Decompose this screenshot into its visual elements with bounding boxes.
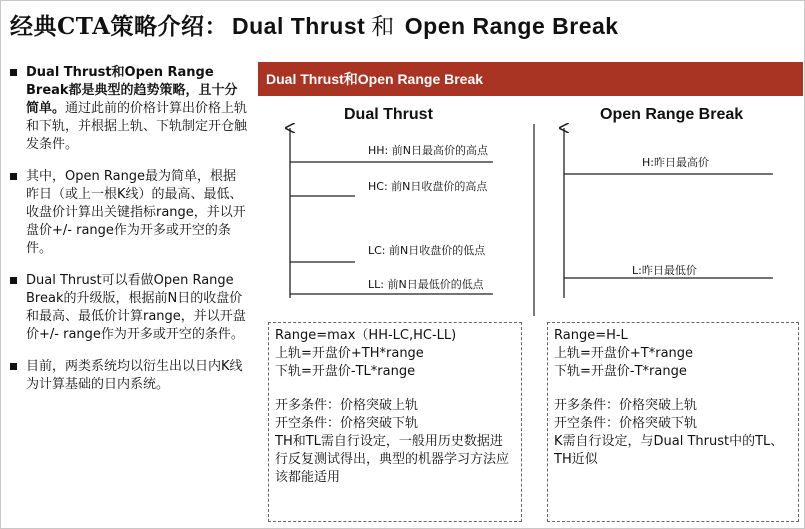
bullet-text: 目前，两类系统均以衍生出以日内K线为计算基础的日内系统。: [26, 359, 243, 392]
h-label: H:昨日最高价: [642, 156, 709, 169]
formula-line: Range=H-L: [554, 328, 628, 343]
orb-formula-box: [547, 322, 799, 522]
title-cn: 经典CTA策略介绍：: [10, 13, 229, 40]
l-label: L:昨日最低价: [632, 264, 697, 277]
bullet-text: 其中，Open Range最为简单，根据昨日（或上一根K线）的最高、最低、收盘价计算出关键指标range，并以开盘价+/- range作为开多或开空的条件。: [26, 169, 246, 256]
dual-thrust-heading: Dual Thrust: [344, 106, 433, 123]
bullet-bold-text: Dual Thrust和Open Range Break都是典型的趋势策略，且十分简单。: [26, 65, 238, 116]
bullet-item: [8, 358, 248, 394]
formula-line: 下轨=开盘价-T*range: [554, 364, 687, 379]
title-open-range-break: Open Range Break: [404, 13, 619, 39]
hh-label: HH: 前N日最高价的高点: [368, 144, 488, 157]
condition-line: 开多条件：价格突破上轨: [275, 398, 419, 413]
formula-line: 下轨=开盘价-TL*range: [275, 364, 416, 379]
bullet-square-icon: [10, 277, 17, 284]
condition-line: 开空条件：价格突破下轨: [554, 416, 698, 431]
bullet-item: [8, 64, 248, 154]
channel-diagram: [258, 98, 803, 318]
bullet-item: [8, 168, 248, 258]
spacer: [554, 381, 792, 397]
title-conjunction: 和: [371, 14, 395, 40]
dual-thrust-formula-box: [268, 322, 522, 522]
bullet-square-icon: [10, 363, 17, 370]
bullet-square-icon: [10, 69, 17, 76]
bullet-item: [8, 272, 248, 344]
title-dual-thrust: Dual Thrust: [232, 13, 366, 39]
bullet-list: [8, 64, 248, 408]
ll-label: LL: 前N日最低价的低点: [368, 278, 484, 291]
lc-label: LC: 前N日收盘价的低点: [368, 244, 486, 257]
bullet-text: 通过此前的价格计算出价格上轨和下轨，并根据上轨、下轨制定开仓触发条件。: [26, 101, 248, 152]
condition-line: 开多条件：价格突破上轨: [554, 398, 698, 413]
condition-line: 开空条件：价格突破下轨: [275, 416, 419, 431]
condition-line: K需自行设定，与Dual Thrust中的TL、TH近似: [554, 434, 784, 467]
section-banner: Dual Thrust和Open Range Break: [258, 62, 803, 96]
bullet-text: Dual Thrust可以看做Open Range Break的升级版，根据前N日的收盘价和最高、最低价计算range，并以开盘价+/- range作为开多或开空的条件。: [26, 273, 246, 342]
condition-line: TH和TL需自行设定，一般用历史数据进行反复测试得出，典型的机器学习方法应该都能适用: [275, 434, 510, 485]
hc-label: HC: 前N日收盘价的高点: [368, 180, 488, 193]
bullet-square-icon: [10, 173, 17, 180]
orb-heading: Open Range Break: [600, 106, 744, 123]
page-title: [10, 8, 619, 41]
spacer: [275, 381, 515, 397]
formula-line: Range=max（HH-LC,HC-LL): [275, 328, 457, 343]
formula-line: 上轨=开盘价+T*range: [554, 346, 694, 361]
diagram-lines: [258, 98, 803, 318]
formula-line: 上轨=开盘价+TH*range: [275, 346, 424, 361]
